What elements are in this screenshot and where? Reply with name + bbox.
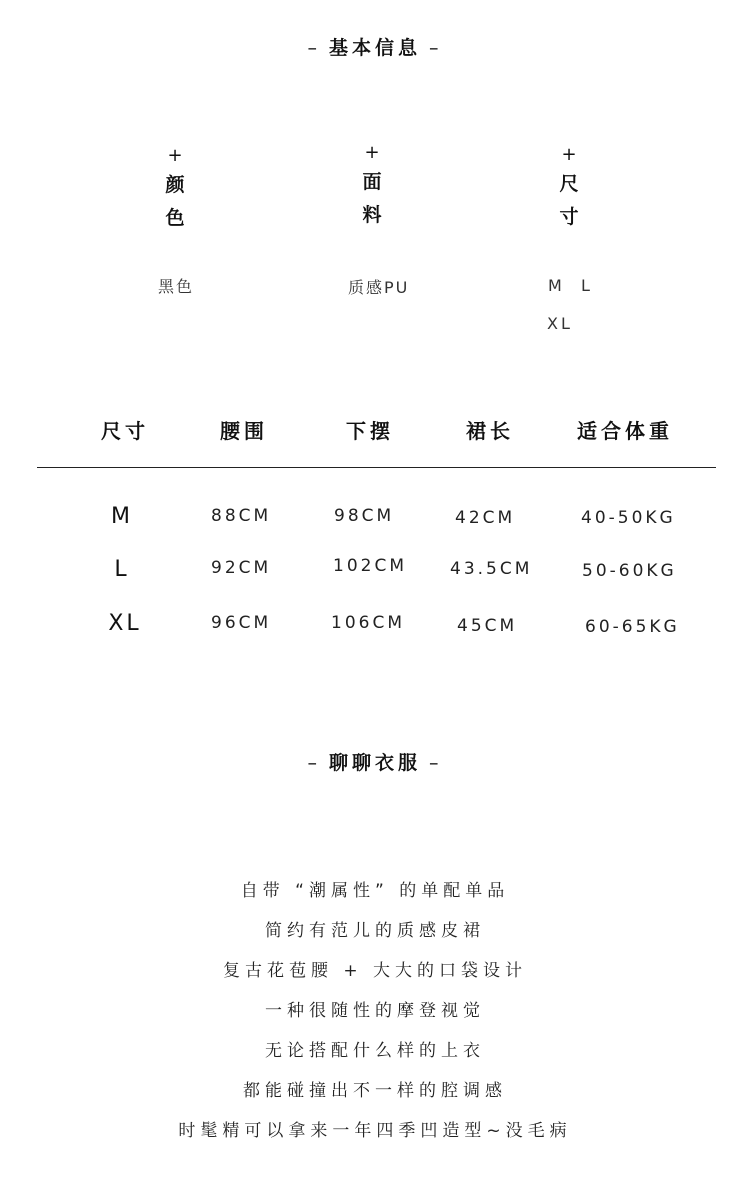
- chat-title: 聊聊衣服: [328, 752, 421, 774]
- attribute-fabric: [342, 140, 402, 232]
- table-cell-length: 42CM: [455, 508, 516, 528]
- heading-dash: –: [307, 37, 321, 59]
- table-cell-waist: 92CM: [211, 558, 272, 578]
- attribute-value-color: 黑色: [158, 277, 195, 296]
- attribute-char: 料: [362, 204, 382, 226]
- chat-heading: [0, 748, 750, 775]
- attribute-color: [145, 143, 205, 235]
- attribute-char: 色: [165, 207, 185, 229]
- basic-info-title: 基本信息: [328, 37, 421, 59]
- table-cell-hem: 102CM: [333, 556, 407, 576]
- table-cell-hem: 106CM: [331, 613, 405, 633]
- description-line: 一种很随性的摩登视觉: [265, 1001, 485, 1021]
- description-line: 都能碰撞出不一样的腔调感: [243, 1081, 507, 1101]
- table-cell-size: L: [114, 557, 130, 582]
- description-line: 自带 “潮属性” 的单配单品: [240, 881, 510, 901]
- heading-dash: –: [307, 752, 321, 774]
- table-header-weight: 适合体重: [577, 419, 673, 443]
- basic-info-heading: [0, 33, 750, 60]
- table-cell-length: 43.5CM: [450, 559, 533, 579]
- attribute-size: [539, 142, 599, 234]
- heading-dash: –: [429, 37, 443, 59]
- description-line: 简约有范儿的质感皮裙: [265, 921, 485, 941]
- plus-icon: +: [364, 142, 380, 163]
- attribute-value-size-line2: XL: [547, 314, 573, 333]
- table-cell-size: XL: [108, 611, 142, 636]
- table-cell-size: M: [111, 504, 133, 529]
- table-cell-waist: 88CM: [211, 506, 272, 526]
- table-cell-hem: 98CM: [334, 506, 395, 526]
- table-cell-weight: 60-65KG: [585, 617, 680, 637]
- table-header-hem: 下摆: [346, 419, 394, 443]
- attribute-value-fabric: 质感PU: [348, 278, 410, 297]
- description-line: 复古花苞腰 + 大大的口袋设计: [222, 961, 528, 981]
- description-line: 时髦精可以拿来一年四季凹造型~没毛病: [178, 1121, 572, 1141]
- attribute-char: 尺: [559, 173, 579, 195]
- attribute-value-size-line1: M L: [548, 276, 593, 295]
- table-header-waist: 腰围: [220, 419, 268, 443]
- attribute-char: 颜: [165, 174, 185, 196]
- table-header-length: 裙长: [466, 419, 514, 443]
- table-cell-waist: 96CM: [211, 613, 272, 633]
- table-cell-weight: 50-60KG: [582, 561, 677, 581]
- table-divider: [37, 467, 716, 468]
- table-cell-weight: 40-50KG: [581, 508, 676, 528]
- table-header-size: 尺寸: [101, 419, 149, 443]
- heading-dash: –: [429, 752, 443, 774]
- plus-icon: +: [561, 144, 577, 165]
- table-cell-length: 45CM: [457, 616, 518, 636]
- plus-icon: +: [167, 145, 183, 166]
- description-line: 无论搭配什么样的上衣: [265, 1041, 485, 1061]
- attribute-char: 面: [362, 171, 382, 193]
- attribute-char: 寸: [559, 206, 579, 228]
